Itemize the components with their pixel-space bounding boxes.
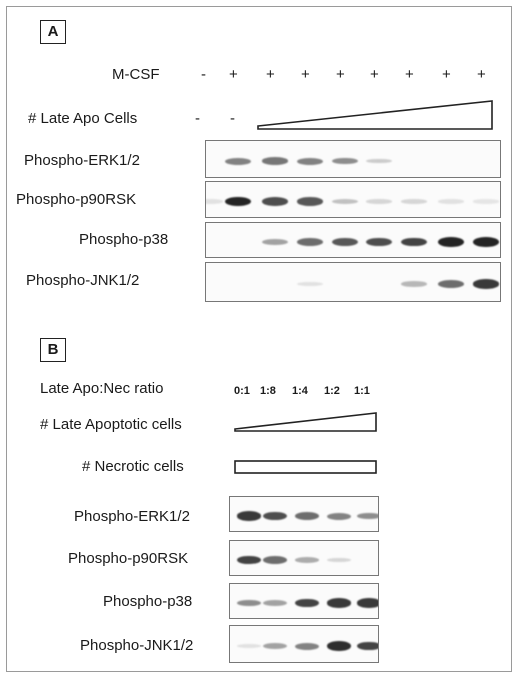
ratio-value: 1:1: [354, 385, 370, 397]
blot-band: [263, 643, 287, 649]
blot-band: [263, 600, 287, 606]
blot-b-label-4: Phospho-JNK1/2: [80, 637, 194, 654]
blot-band: [237, 644, 261, 648]
blot-band: [297, 158, 323, 165]
blot-a-p90rsk: [205, 181, 501, 218]
blot-b-jnk: [229, 625, 379, 663]
blot-band: [401, 281, 427, 287]
blot-band: [295, 557, 319, 563]
blot-a-label-1: Phospho-ERK1/2: [24, 152, 140, 169]
blot-b-p38: [229, 583, 379, 619]
blot-b-label-2: Phospho-p90RSK: [68, 550, 189, 567]
blot-band: [357, 642, 379, 651]
panel-a-tag: A: [40, 20, 66, 44]
blot-band: [438, 280, 464, 288]
blot-b-label-1: Phospho-ERK1/2: [74, 508, 190, 525]
mcsf-sign: +: [229, 66, 238, 83]
blot-band: [366, 238, 392, 247]
apo-sign-2: -: [230, 110, 235, 127]
blot-a-label-2: Phospho-p90RSK: [16, 191, 137, 208]
blot-band: [237, 511, 261, 520]
blot-band: [297, 197, 323, 205]
blot-band: [262, 157, 288, 164]
apo-sign-1: -: [195, 110, 200, 127]
blot-band: [225, 197, 251, 207]
blot-band: [473, 279, 499, 288]
ratio-value: 1:4: [292, 385, 308, 397]
blot-band: [327, 598, 351, 607]
mcsf-sign: +: [405, 66, 414, 83]
mcsf-label: M-CSF: [112, 66, 160, 83]
blot-band: [401, 199, 427, 204]
blot-band: [401, 238, 427, 247]
ratio-value: 1:2: [324, 385, 340, 397]
blot-band: [327, 513, 351, 520]
mcsf-sign: +: [266, 66, 275, 83]
panel-b-tag: B: [40, 338, 66, 362]
mcsf-sign: +: [336, 66, 345, 83]
blot-band: [262, 239, 288, 245]
blot-a-erk: [205, 140, 501, 178]
blot-band: [225, 158, 251, 165]
blot-a-label-4: Phospho-JNK1/2: [26, 272, 140, 289]
blot-band: [237, 600, 261, 607]
blot-band: [357, 513, 379, 520]
blot-band: [237, 556, 261, 565]
blot-band: [205, 199, 223, 203]
blot-band: [473, 199, 499, 203]
blot-b-erk: [229, 496, 379, 532]
blot-band: [263, 556, 287, 564]
mcsf-sign: +: [442, 66, 451, 83]
necrotic-cells-label: # Necrotic cells: [82, 458, 184, 475]
blot-band: [263, 512, 287, 521]
blot-band: [297, 282, 323, 286]
blot-b-label-3: Phospho-p38: [103, 593, 193, 610]
blot-a-jnk: [205, 262, 501, 302]
ratio-value: 1:8: [260, 385, 276, 397]
blot-band: [327, 641, 351, 650]
blot-band: [473, 237, 499, 247]
blot-a-p38: [205, 222, 501, 258]
blot-band: [297, 238, 323, 246]
blot-band: [366, 199, 392, 204]
blot-band: [327, 558, 351, 563]
blot-a-label-3: Phospho-p38: [79, 231, 169, 248]
blot-band: [438, 237, 464, 247]
ratio-label: Late Apo:Nec ratio: [40, 380, 164, 397]
blot-band: [366, 159, 392, 164]
blot-band: [332, 238, 358, 246]
blot-band: [357, 598, 379, 607]
mcsf-sign: -: [201, 66, 206, 83]
mcsf-sign: +: [301, 66, 310, 83]
ratio-value: 0:1: [234, 385, 250, 397]
blot-band: [332, 199, 358, 204]
blot-band: [262, 197, 288, 206]
blot-b-p90rsk: [229, 540, 379, 576]
blot-band: [332, 158, 358, 165]
blot-band: [295, 599, 319, 608]
mcsf-sign: +: [370, 66, 379, 83]
blot-band: [295, 512, 319, 520]
blot-band: [438, 199, 464, 203]
late-apoptotic-cells-label: # Late Apoptotic cells: [40, 416, 182, 433]
blot-band: [295, 643, 319, 650]
mcsf-sign: +: [477, 66, 486, 83]
late-apo-cells-label: # Late Apo Cells: [28, 110, 138, 127]
